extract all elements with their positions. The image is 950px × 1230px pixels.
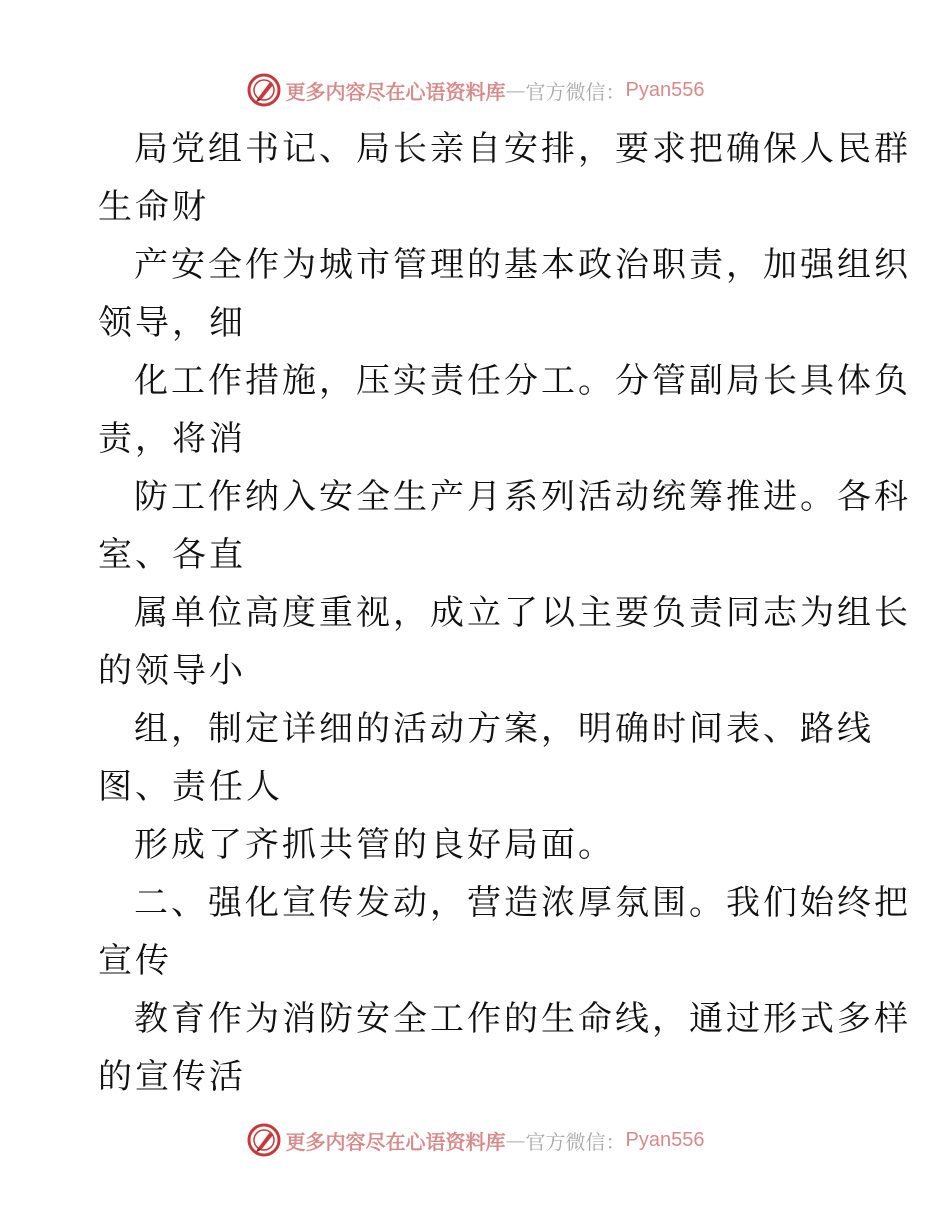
watermark-main-text: 更多内容尽在心语资料库 xyxy=(285,79,506,104)
footer-watermark xyxy=(0,1120,950,1160)
text-line: 属单位高度重视，成立了以主要负责同志为组长 xyxy=(134,593,911,633)
watermark-main-text: 更多内容尽在心语资料库 xyxy=(285,1129,506,1154)
text-line: 局党组书记、局长亲自安排，要求把确保人民群 xyxy=(134,129,911,169)
watermark-wechat-id: Pyan556 xyxy=(625,78,705,101)
text-line: 图、责任人 xyxy=(98,767,283,807)
watermark-wechat-label: 官方微信： xyxy=(525,1129,626,1154)
text-line: 宣传 xyxy=(98,941,172,981)
text-line: 形成了齐抓共管的良好局面。 xyxy=(134,825,615,865)
text-line: 化工作措施，压实责任分工。分管副局长具体负 xyxy=(134,361,911,401)
pen-logo-icon xyxy=(246,72,282,108)
pen-logo-icon xyxy=(246,1122,282,1158)
text-line: 产安全作为城市管理的基本政治职责，加强组织 xyxy=(134,245,911,285)
watermark-wechat-label: 官方微信： xyxy=(525,79,626,104)
text-line: 的宣传活 xyxy=(98,1057,246,1097)
text-line: 领导，细 xyxy=(98,303,246,343)
watermark-wechat-id: Pyan556 xyxy=(625,1128,705,1151)
text-line: 教育作为消防安全工作的生命线，通过形式多样 xyxy=(134,999,911,1039)
text-line: 室、各直 xyxy=(98,535,246,575)
text-line: 二、强化宣传发动，营造浓厚氛围。我们始终把 xyxy=(134,883,911,923)
watermark-dash: — xyxy=(505,78,526,102)
text-line: 的领导小 xyxy=(98,651,246,691)
text-line: 责，将消 xyxy=(98,419,246,459)
text-line: 生命财 xyxy=(98,187,209,227)
text-line: 防工作纳入安全生产月系列活动统筹推进。各科 xyxy=(134,477,911,517)
watermark-dash: — xyxy=(505,1128,526,1152)
header-watermark xyxy=(0,70,950,110)
document-body xyxy=(98,120,911,1106)
text-line: 组，制定详细的活动方案，明确时间表、路线 xyxy=(134,709,874,749)
